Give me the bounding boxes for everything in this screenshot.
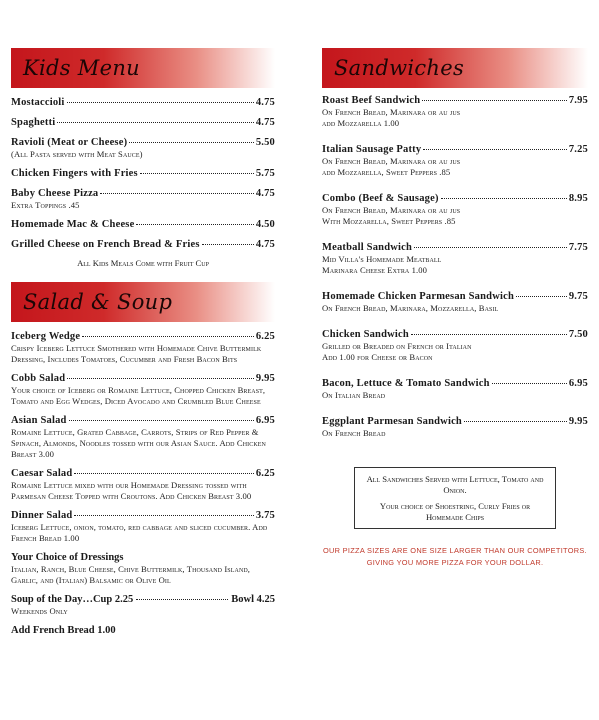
item-desc: On French Bread, Marinara or au jus With Mozzarella, Sweet Peppers .85 — [322, 205, 461, 226]
item-price: 9.95 — [568, 416, 588, 427]
leader-dots — [423, 149, 567, 150]
salad-item-iceberg — [11, 330, 275, 365]
soup-desc: Weekends Only — [11, 606, 68, 616]
item-name: Eggplant Parmesan Sandwich — [322, 416, 462, 427]
leader-dots — [82, 336, 254, 337]
salad-soup-header — [11, 282, 275, 322]
item-desc: On French Bread, Marinara, Mozzarella, Basil — [322, 303, 499, 313]
item-name: Meatball Sandwich — [322, 242, 413, 253]
salad-item-asian — [11, 414, 275, 460]
item-desc: Romaine Lettuce mixed with our Homemade Dressing tossed with Parmesan Cheese Topped with Croutons. Add Chicken Breast 3.00 — [11, 480, 252, 501]
kids-meals-note: All Kids Meals Come with Fruit Cup — [77, 258, 209, 268]
item-price: 6.95 — [255, 415, 275, 426]
item-name: Cobb Salad — [11, 373, 66, 384]
soup-cup: Soup of the Day…Cup 2.25 — [11, 594, 134, 605]
item-price: 8.95 — [568, 193, 588, 204]
kids-item-mostaccioli — [11, 96, 275, 109]
sandwich-eggplant — [322, 415, 588, 439]
item-name: Chicken Sandwich — [322, 329, 409, 340]
leader-dots — [422, 100, 567, 101]
item-name: Homemade Mac & Cheese — [11, 219, 135, 230]
soup-bowl: Bowl 4.25 — [231, 594, 275, 605]
sandwich-blt — [322, 377, 588, 401]
leader-dots — [74, 473, 253, 474]
item-desc: Romaine Lettuce, Grated Cabbage, Carrots, Strips of Red Pepper & Spinach, Almonds, Noodles tossed with our Asian Sauce. Add Chicken Breast 3.00 — [11, 427, 266, 459]
item-desc: On Italian Bread — [322, 390, 386, 400]
salad-item-caesar — [11, 467, 275, 502]
info-box-line-2: Your choice of Shoestring, Curly Fries or Homemade Chips — [379, 501, 531, 522]
item-price: 5.75 — [255, 168, 275, 179]
pizza-note-line-2: GIVING YOU MORE PIZZA FOR YOUR DOLLAR. — [366, 558, 544, 567]
add-french-bread: Add French Bread 1.00 — [11, 625, 116, 636]
item-desc: On French Bread, Marinara or au jus add Mozzarella, Sweet Peppers .85 — [322, 156, 461, 177]
item-name: Roast Beef Sandwich — [322, 95, 421, 106]
kids-menu-title: Kids Menu — [23, 56, 140, 80]
item-price: 4.75 — [255, 188, 275, 199]
item-price: 4.75 — [255, 117, 275, 128]
leader-dots — [67, 378, 254, 379]
left-column — [11, 48, 275, 637]
kids-item-baby-pizza — [11, 187, 275, 211]
item-name: Iceberg Wedge — [11, 331, 81, 342]
item-price: 4.75 — [255, 239, 275, 250]
item-price: 3.75 — [255, 510, 275, 521]
pizza-note-line-1: OUR PIZZA SIZES ARE ONE SIZE LARGER THAN OUR COMPETITORS. — [322, 546, 588, 555]
leader-dots — [129, 142, 254, 143]
dressings-desc: Italian, Ranch, Blue Cheese, Chive Buttermilk, Thousand Island, Garlic, and (Italian) Balsamic or Olive Oil — [11, 564, 251, 585]
item-desc: (All Pasta served with Meat Sauce) — [11, 149, 143, 159]
sandwich-info-box — [354, 467, 556, 529]
item-name: Spaghetti — [11, 117, 56, 128]
item-price: 6.25 — [255, 468, 275, 479]
leader-dots — [57, 122, 253, 123]
leader-dots — [74, 515, 253, 516]
leader-dots — [516, 296, 567, 297]
item-desc: Grilled or Breaded on French or Italian Add 1.00 for Cheese or Bacon — [322, 341, 472, 362]
salad-item-dinner — [11, 509, 275, 544]
leader-dots — [69, 420, 254, 421]
item-price: 7.25 — [568, 144, 588, 155]
item-desc: Iceberg Lettuce, onion, tomato, red cabbage and sliced cucumber. Add French Bread 1.00 — [11, 522, 268, 543]
item-name: Grilled Cheese on French Bread & Fries — [11, 239, 200, 250]
item-price: 7.75 — [568, 242, 588, 253]
leader-dots — [136, 599, 228, 600]
item-name: Chicken Fingers with Fries — [11, 168, 138, 179]
sandwich-italian-sausage — [322, 143, 588, 178]
leader-dots — [464, 421, 567, 422]
leader-dots — [441, 198, 567, 199]
item-name: Ravioli (Meat or Cheese) — [11, 137, 128, 148]
dressings-title: Your Choice of Dressings — [11, 552, 124, 563]
kids-item-spaghetti — [11, 116, 275, 129]
item-desc: Extra Toppings .45 — [11, 200, 80, 210]
right-column — [322, 48, 588, 569]
sandwich-chicken — [322, 328, 588, 363]
item-desc: On French Bread — [322, 428, 386, 438]
item-name: Bacon, Lettuce & Tomato Sandwich — [322, 378, 490, 389]
item-name: Homemade Chicken Parmesan Sandwich — [322, 291, 515, 302]
kids-menu-header — [11, 48, 275, 88]
dressings-block — [11, 551, 275, 586]
item-name: Italian Sausage Patty — [322, 144, 422, 155]
kids-item-ravioli — [11, 136, 275, 160]
item-name: Baby Cheese Pizza — [11, 188, 99, 199]
item-desc: On French Bread, Marinara or au jus add Mozzarella 1.00 — [322, 107, 461, 128]
item-desc: Crispy Iceberg Lettuce Smothered with Homemade Chive Buttermilk Dressing, Includes Tomatoes, Cucumber and Fresh Bacon Bits — [11, 343, 262, 364]
item-name: Mostaccioli — [11, 97, 65, 108]
soup-block — [11, 593, 275, 617]
item-desc: Mid Villa's Homemade Meatball Marinara Cheese Extra 1.00 — [322, 254, 442, 275]
leader-dots — [202, 244, 254, 245]
item-desc: Your choice of Iceberg or Romaine Lettuce, Chopped Chicken Breast, Tomato and Egg Wedges, Diced Avocado and Crumbled Blue Cheese — [11, 385, 266, 406]
info-box-line-1: All Sandwiches Served with Lettuce, Tomato and Onion. — [366, 474, 544, 495]
sandwich-roast-beef — [322, 94, 588, 129]
item-price: 9.95 — [255, 373, 275, 384]
item-price: 9.75 — [568, 291, 588, 302]
leader-dots — [492, 383, 567, 384]
pizza-size-note — [322, 545, 588, 569]
item-price: 4.50 — [255, 219, 275, 230]
sandwich-combo — [322, 192, 588, 227]
leader-dots — [136, 224, 253, 225]
sandwiches-header — [322, 48, 588, 88]
kids-item-grilled-cheese — [11, 238, 275, 251]
item-price: 5.50 — [255, 137, 275, 148]
leader-dots — [67, 102, 254, 103]
leader-dots — [100, 193, 253, 194]
item-name: Combo (Beef & Sausage) — [322, 193, 439, 204]
item-name: Caesar Salad — [11, 468, 73, 479]
salad-soup-title: Salad & Soup — [23, 290, 173, 314]
kids-item-chicken-fingers — [11, 167, 275, 180]
item-price: 6.95 — [568, 378, 588, 389]
salad-item-cobb — [11, 372, 275, 407]
leader-dots — [411, 334, 567, 335]
item-name: Asian Salad — [11, 415, 67, 426]
item-name: Dinner Salad — [11, 510, 73, 521]
leader-dots — [140, 173, 254, 174]
kids-item-mac-cheese — [11, 218, 275, 231]
item-price: 7.50 — [568, 329, 588, 340]
sandwich-meatball — [322, 241, 588, 276]
item-price: 7.95 — [568, 95, 588, 106]
leader-dots — [414, 247, 567, 248]
sandwich-chicken-parmesan — [322, 290, 588, 314]
sandwiches-title: Sandwiches — [334, 56, 465, 80]
item-price: 6.25 — [255, 331, 275, 342]
item-price: 4.75 — [255, 97, 275, 108]
